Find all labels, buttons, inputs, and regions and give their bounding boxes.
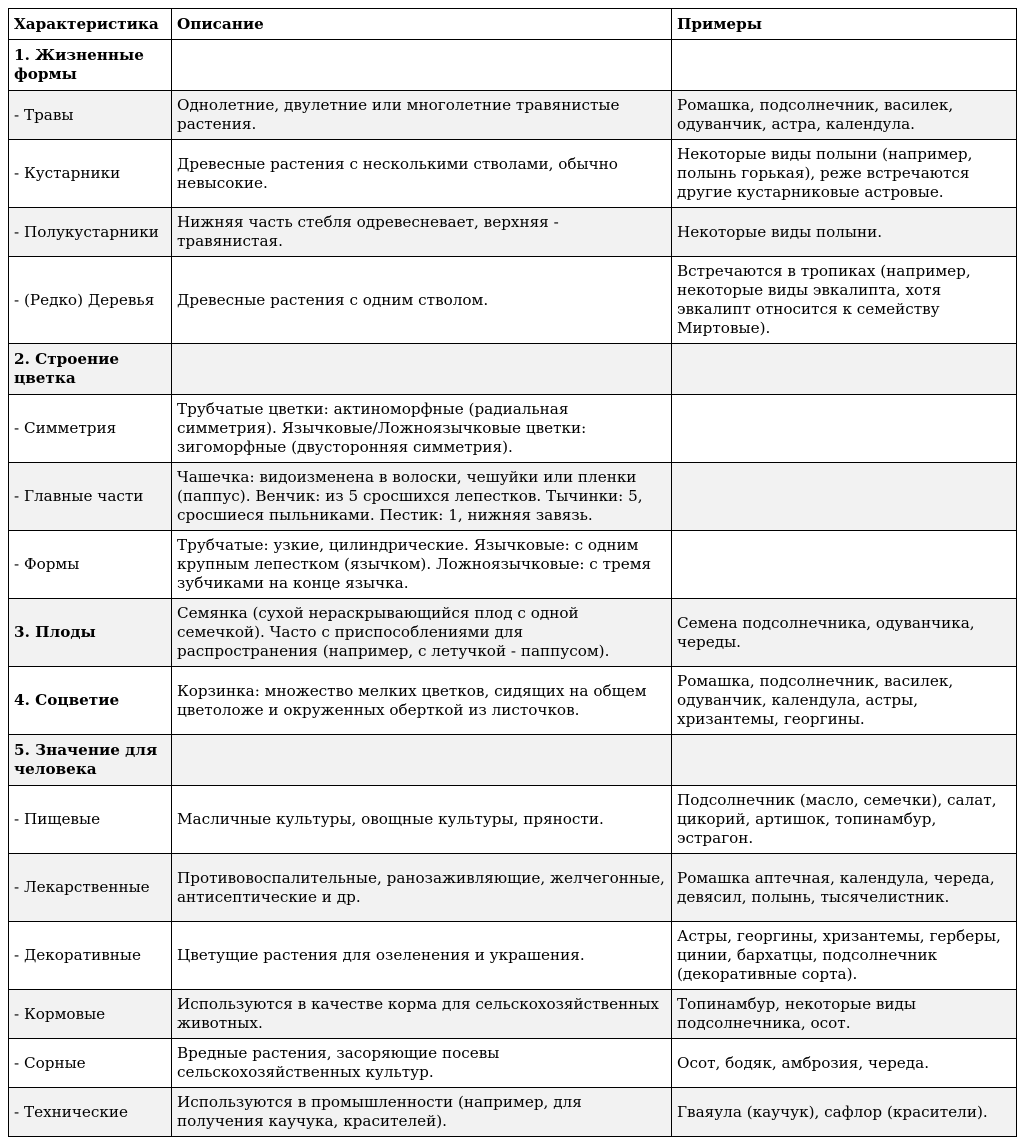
cell-examples: Осот, бодяк, амброзия, череда. [672,1039,1017,1088]
cell-description: Трубчатые цветки: актиноморфные (радиальная симметрия). Язычковые/Ложноязычковые цветки: зигоморфные (двусторонняя симметрия). [172,395,672,463]
cell-examples: Астры, георгины, хризантемы, герберы, цинии, бархатцы, подсолнечник (декоративные сорта). [672,922,1017,990]
header-description: Описание [172,9,672,40]
cell-description: Чашечка: видоизменена в волоски, чешуйки или пленки (паппус). Венчик: из 5 сросшихся лепестков. Тычинки: 5, сросшиеся пыльниками. Пестик: 1, нижняя завязь. [172,463,672,531]
cell-characteristic: - Декоративные [9,922,172,990]
cell-description: Используются в качестве корма для сельскохозяйственных животных. [172,990,672,1039]
table-row [9,735,1017,786]
cell-examples: Подсолнечник (масло, семечки), салат, цикорий, артишок, топинамбур, эстрагон. [672,786,1017,854]
cell-description: Семянка (сухой нераскрывающийся плод с одной семечкой). Часто с приспособлениями для распространения (например, с летучкой - паппусом). [172,599,672,667]
cell-description: Древесные растения с несколькими стволами, обычно невысокие. [172,140,672,208]
cell-description [172,735,672,786]
table-row [9,599,1017,667]
cell-characteristic: - Кормовые [9,990,172,1039]
cell-characteristic: - Главные части [9,463,172,531]
cell-examples [672,735,1017,786]
cell-examples [672,463,1017,531]
cell-description: Древесные растения с одним стволом. [172,257,672,344]
table-row [9,667,1017,735]
table-row [9,922,1017,990]
table-row [9,990,1017,1039]
table-row [9,1039,1017,1088]
cell-examples: Ромашка аптечная, календула, череда, девясил, полынь, тысячелистник. [672,854,1017,922]
cell-description [172,344,672,395]
cell-description [172,40,672,91]
cell-description: Цветущие растения для озеленения и украшения. [172,922,672,990]
cell-characteristic: - Сорные [9,1039,172,1088]
cell-examples: Семена подсолнечника, одуванчика, череды. [672,599,1017,667]
cell-characteristic: 1. Жизненные формы [9,40,172,91]
table-row [9,344,1017,395]
cell-description: Однолетние, двулетние или многолетние травянистые растения. [172,91,672,140]
cell-characteristic: - Формы [9,531,172,599]
cell-examples: Топинамбур, некоторые виды подсолнечника, осот. [672,990,1017,1039]
cell-examples: Встречаются в тропиках (например, некоторые виды эвкалипта, хотя эвкалипт относится к семейству Миртовые). [672,257,1017,344]
cell-examples: Гваяула (каучук), сафлор (красители). [672,1088,1017,1137]
cell-characteristic: - Травы [9,91,172,140]
table-row [9,1088,1017,1137]
table-row [9,786,1017,854]
cell-characteristic: - Полукустарники [9,208,172,257]
cell-examples: Ромашка, подсолнечник, василек, одуванчик, астра, календула. [672,91,1017,140]
cell-examples [672,531,1017,599]
cell-examples: Ромашка, подсолнечник, василек, одуванчик, календула, астры, хризантемы, георгины. [672,667,1017,735]
table-row [9,531,1017,599]
cell-characteristic: 5. Значение для человека [9,735,172,786]
asteraceae-table-container [8,8,1017,1137]
table-row [9,463,1017,531]
cell-description: Корзинка: множество мелких цветков, сидящих на общем цветоложе и окруженных оберткой из листочков. [172,667,672,735]
cell-description: Вредные растения, засоряющие посевы сельскохозяйственных культур. [172,1039,672,1088]
cell-description: Используются в промышленности (например, для получения каучука, красителей). [172,1088,672,1137]
cell-characteristic: - Пищевые [9,786,172,854]
asteraceae-characteristics-table [8,8,1017,1137]
table-row [9,91,1017,140]
cell-description: Противовоспалительные, ранозаживляющие, желчегонные, антисептические и др. [172,854,672,922]
table-row [9,395,1017,463]
table-row [9,854,1017,922]
cell-examples [672,395,1017,463]
cell-characteristic: 2. Строение цветка [9,344,172,395]
cell-characteristic: 3. Плоды [9,599,172,667]
cell-description: Масличные культуры, овощные культуры, пряности. [172,786,672,854]
table-row [9,257,1017,344]
cell-characteristic: - Лекарственные [9,854,172,922]
cell-characteristic: - (Редко) Деревья [9,257,172,344]
cell-examples: Некоторые виды полыни. [672,208,1017,257]
header-characteristic: Характеристика [9,9,172,40]
cell-characteristic: 4. Соцветие [9,667,172,735]
table-row [9,40,1017,91]
cell-description: Нижняя часть стебля одревесневает, верхняя - травянистая. [172,208,672,257]
table-row [9,208,1017,257]
cell-characteristic: - Кустарники [9,140,172,208]
cell-characteristic: - Симметрия [9,395,172,463]
cell-examples [672,344,1017,395]
cell-characteristic: - Технические [9,1088,172,1137]
header-examples: Примеры [672,9,1017,40]
cell-examples: Некоторые виды полыни (например, полынь горькая), реже встречаются другие кустарниковые астровые. [672,140,1017,208]
cell-examples [672,40,1017,91]
table-header-row [9,9,1017,40]
cell-description: Трубчатые: узкие, цилиндрические. Язычковые: с одним крупным лепестком (язычком). Ложноязычковые: с тремя зубчиками на конце язычка. [172,531,672,599]
table-row [9,140,1017,208]
